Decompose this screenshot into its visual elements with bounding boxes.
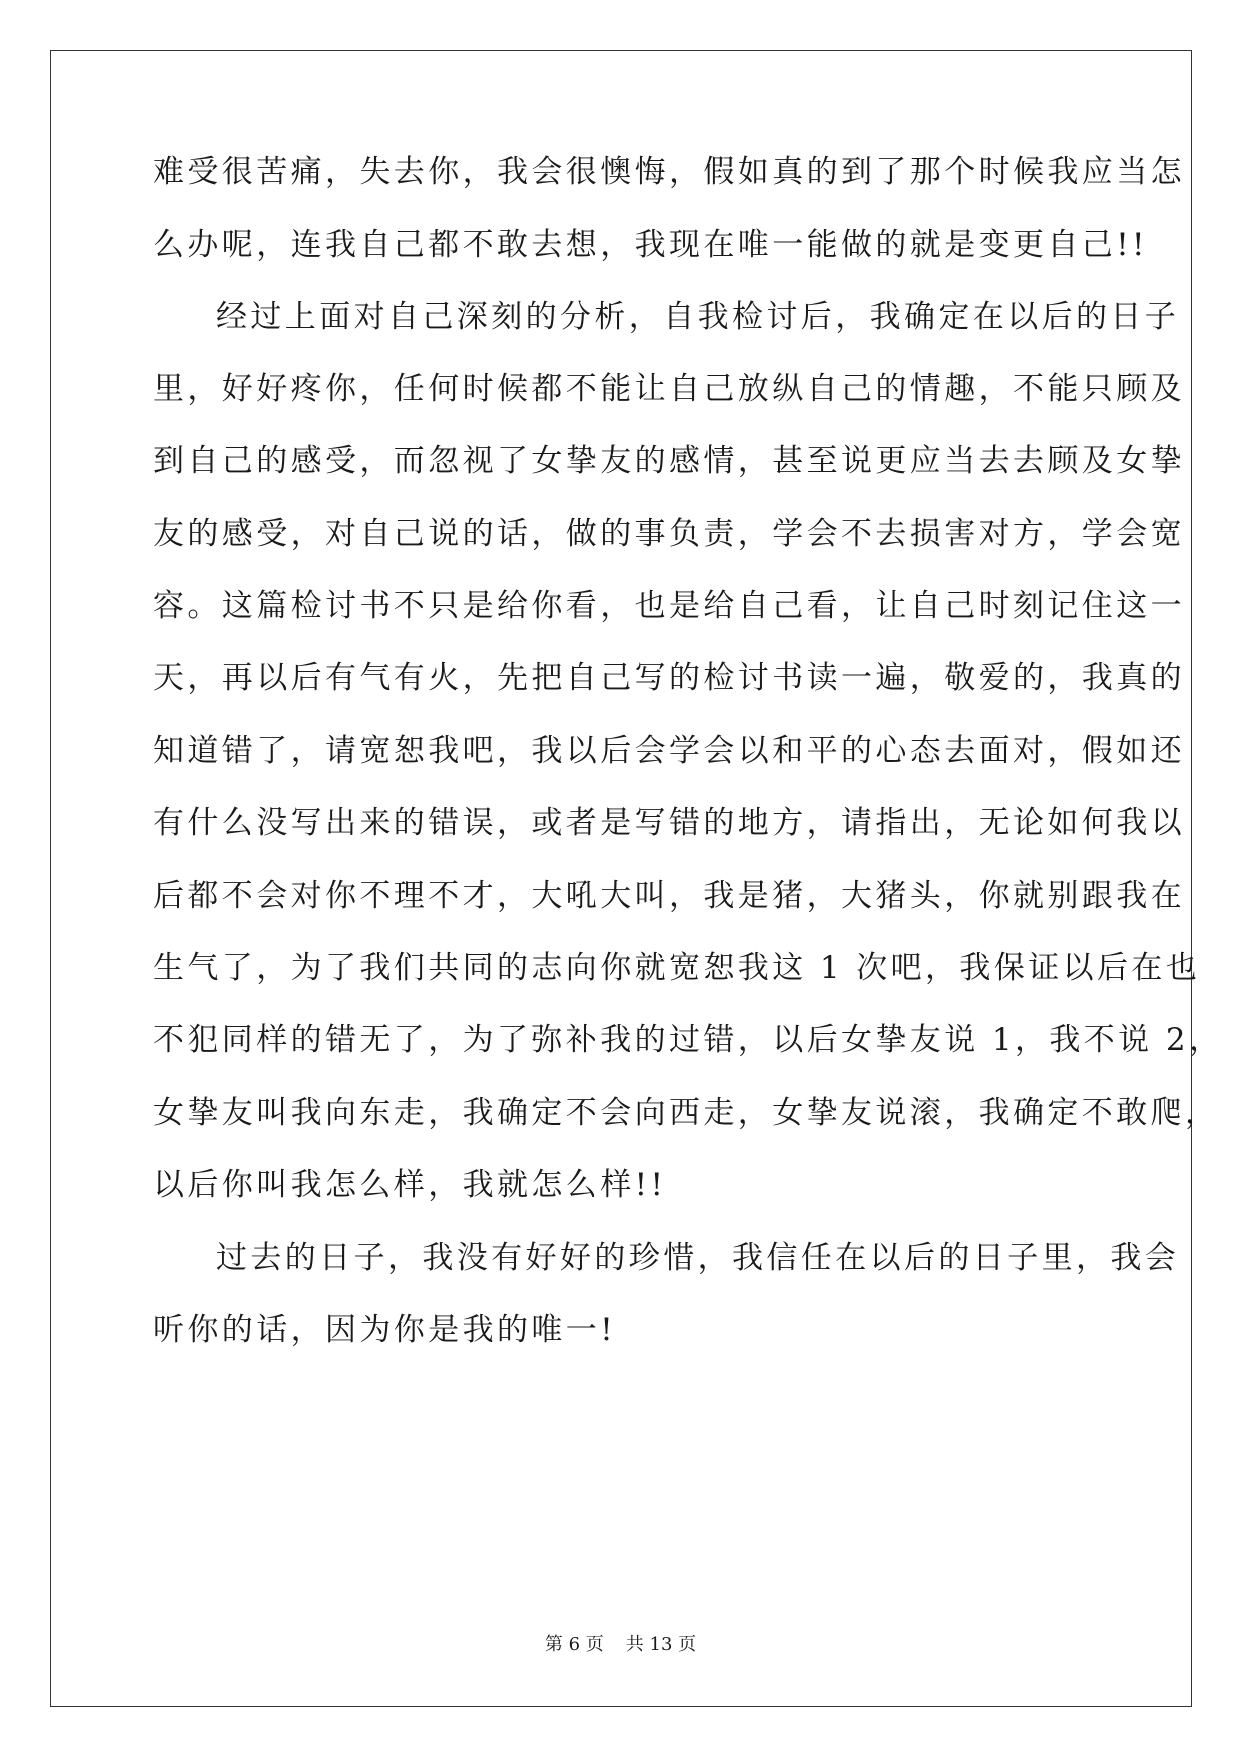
text-line-8: 天，再以后有气有火，先把自己写的检讨书读一遍，敬爱的，我真的 bbox=[153, 660, 1185, 696]
text-line-12: 生气了，为了我们共同的志向你就宽恕我这 1 次吧，我保证以后在也 bbox=[153, 950, 1201, 986]
page-footer bbox=[0, 1633, 1241, 1657]
text-line-17: 听你的话，因为你是我的唯一! bbox=[153, 1312, 617, 1348]
text-line-6: 友的感受，对自己说的话，做的事负责，学会不去损害对方，学会宽 bbox=[153, 516, 1185, 552]
text-line-3: 经过上面对自己深刻的分析，自我检讨后，我确定在以后的日子 bbox=[216, 299, 1180, 335]
text-line-16: 过去的日子，我没有好好的珍惜，我信任在以后的日子里，我会 bbox=[216, 1240, 1180, 1276]
text-line-11: 后都不会对你不理不才，大吼大叫，我是猪，大猪头，你就别跟我在 bbox=[153, 878, 1185, 914]
text-line-4: 里，好好疼你，任何时候都不能让自己放纵自己的情趣，不能只顾及 bbox=[153, 371, 1185, 407]
text-line-10: 有什么没写出来的错误，或者是写错的地方，请指出，无论如何我以 bbox=[153, 805, 1185, 841]
text-line-15: 以后你叫我怎么样，我就怎么样!! bbox=[153, 1167, 667, 1203]
text-line-2: 么办呢，连我自己都不敢去想，我现在唯一能做的就是变更自己!! bbox=[153, 227, 1148, 263]
text-line-5: 到自己的感受，而忽视了女挚友的感情，甚至说更应当去去顾及女挚 bbox=[153, 443, 1185, 479]
page-number-total: 共 13 页 bbox=[625, 1634, 697, 1655]
text-line-9: 知道错了，请宽恕我吧，我以后会学会以和平的心态去面对，假如还 bbox=[153, 733, 1185, 769]
page-number-current: 第 6 页 bbox=[544, 1634, 604, 1655]
text-line-1: 难受很苦痛，失去你，我会很懊悔，假如真的到了那个时候我应当怎 bbox=[153, 154, 1185, 190]
text-line-14: 女挚友叫我向东走，我确定不会向西走，女挚友说滚，我确定不敢爬， bbox=[153, 1095, 1220, 1131]
text-line-13: 不犯同样的错无了，为了弥补我的过错，以后女挚友说 1，我不说 2， bbox=[153, 1022, 1224, 1058]
text-line-7: 容。这篇检讨书不只是给你看，也是给自己看，让自己时刻记住这一 bbox=[153, 588, 1185, 624]
